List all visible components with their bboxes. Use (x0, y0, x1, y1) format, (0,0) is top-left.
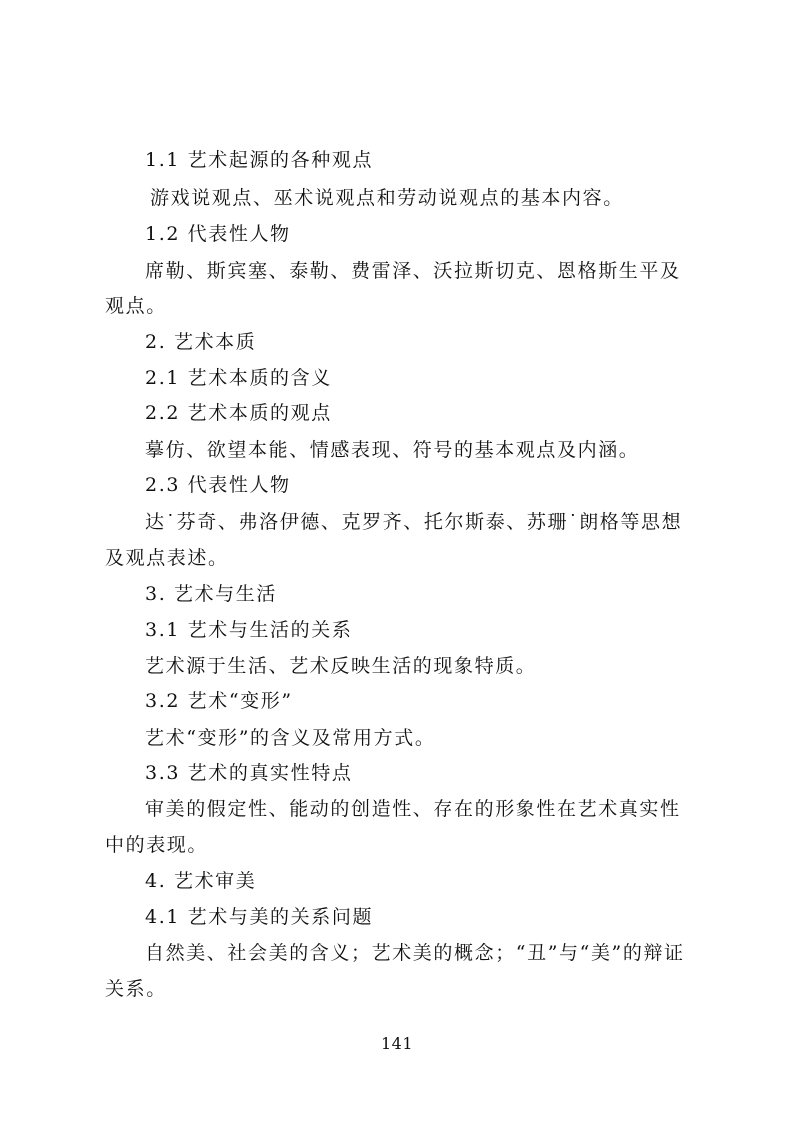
heading-3-3: 3.3 艺术的真实性特点 (145, 762, 353, 784)
heading-2-3: 2.3 代表性人物 (145, 474, 291, 496)
paragraph: 达˙芬奇、弗洛伊德、克罗齐、托尔斯泰、苏珊˙朗格等思想 (145, 511, 683, 533)
heading-1-1: 1.1 艺术起源的各种观点 (145, 149, 374, 171)
heading-4: 4. 艺术审美 (145, 870, 257, 892)
heading-2: 2. 艺术本质 (145, 331, 257, 353)
paragraph: 摹仿、欲望本能、情感表现、符号的基本观点及内涵。 (145, 439, 640, 461)
heading-3-2: 3.2 艺术“变形” (145, 690, 293, 712)
heading-3-1: 3.1 艺术与生活的关系 (145, 619, 353, 641)
paragraph: 艺术源于生活、艺术反映生活的现象特质。 (145, 655, 537, 677)
paragraph-continuation: 观点。 (105, 295, 167, 317)
paragraph-continuation: 中的表现。 (105, 834, 209, 856)
heading-1-2: 1.2 代表性人物 (145, 223, 291, 245)
heading-2-2: 2.2 艺术本质的观点 (145, 402, 332, 424)
heading-2-1: 2.1 艺术本质的含义 (145, 367, 332, 389)
paragraph: 席勒、斯宾塞、泰勒、费雷泽、沃拉斯切克、恩格斯生平及 (145, 260, 681, 282)
heading-3: 3. 艺术与生活 (145, 583, 277, 605)
paragraph: 自然美、社会美的含义；艺术美的概念；“丑”与“美”的辩证 (145, 942, 685, 964)
paragraph: 审美的假定性、能动的创造性、存在的形象性在艺术真实性 (145, 798, 681, 820)
paragraph: 艺术“变形”的含义及常用方式。 (145, 727, 436, 749)
heading-4-1: 4.1 艺术与美的关系问题 (145, 906, 374, 928)
paragraph: 游戏说观点、巫术说观点和劳动说观点的基本内容。 (150, 187, 624, 209)
paragraph-continuation: 关系。 (105, 978, 167, 1000)
page-number: 141 (380, 1034, 414, 1053)
paragraph-continuation: 及观点表述。 (105, 547, 229, 569)
